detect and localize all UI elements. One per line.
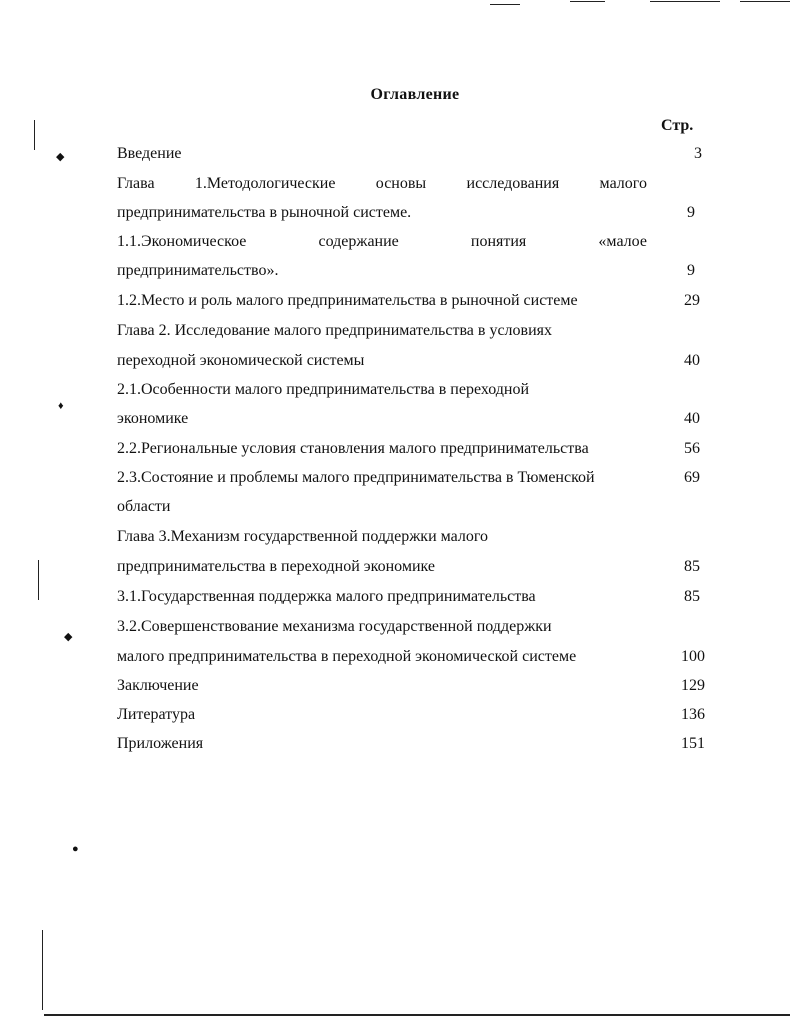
toc-page-number: 9 <box>687 262 695 279</box>
toc-entry <box>117 463 647 492</box>
toc-entry-word: малого <box>599 175 647 192</box>
scan-left-edge-3 <box>42 930 43 1010</box>
toc-page-number: 136 <box>681 706 705 723</box>
binding-hole-mark-1: ◆ <box>56 151 65 163</box>
toc-entry <box>117 729 647 758</box>
toc-entry-text: предпринимательства в переходной экономике <box>117 558 436 575</box>
toc-entry <box>117 671 647 700</box>
toc-entry-continuation <box>117 198 647 227</box>
scan-bottom-line <box>44 1014 790 1016</box>
toc-entry-text: 2.3.Состояние и проблемы малого предпринимательства в Тюменской <box>117 469 595 486</box>
toc-entry <box>117 582 647 611</box>
toc-entry-text: предпринимательства в рыночной системе. <box>117 204 412 221</box>
toc-page-number: 40 <box>684 410 700 427</box>
scan-left-edge-2 <box>38 560 39 600</box>
toc-entry-text: Приложения <box>117 735 204 752</box>
scan-top-line-2 <box>570 1 605 2</box>
toc-entry-word: «малое <box>598 233 647 250</box>
toc-entry-text: Глава 2. Исследование малого предпринимательства в условиях <box>117 322 553 339</box>
binding-hole-mark-4: ● <box>72 843 79 855</box>
toc-entry-word: исследования <box>466 175 560 192</box>
toc-entry-text: экономике <box>117 410 189 427</box>
toc-entry <box>117 286 647 315</box>
page-column-header: Стр. <box>661 117 694 134</box>
scan-top-line-1 <box>490 4 520 5</box>
toc-entry-text: 2.1.Особенности малого предпринимательства в переходной <box>117 381 530 398</box>
page-title: Оглавление <box>370 86 460 103</box>
toc-entry <box>117 169 647 198</box>
toc-entry-word: понятия <box>470 233 527 250</box>
scan-top-line-3 <box>650 1 720 2</box>
toc-entry-text: малого предпринимательства в переходной экономической системе <box>117 648 577 665</box>
toc-entry-continuation <box>117 492 647 521</box>
toc-entry <box>117 227 647 256</box>
toc-entry <box>117 375 647 404</box>
toc-entry <box>117 522 647 551</box>
toc-entry <box>117 434 647 463</box>
toc-page-number: 29 <box>684 292 700 309</box>
toc-entry-word: 1.1.Экономическое <box>117 233 247 250</box>
toc-entry-text: 3.1.Государственная поддержка малого предпринимательства <box>117 588 536 605</box>
toc-entry-text: 3.2.Совершенствование механизма государственной поддержки <box>117 618 552 635</box>
toc-page-number: 100 <box>681 648 705 665</box>
toc-entry-text: 1.2.Место и роль малого предпринимательства в рыночной системе <box>117 292 578 309</box>
toc-entry-text: области <box>117 498 171 515</box>
toc-page-number: 85 <box>684 588 700 605</box>
toc-page-number: 40 <box>684 352 700 369</box>
toc-entry-word: 1.Методологические <box>194 175 336 192</box>
toc-page-number: 9 <box>687 204 695 221</box>
toc-entry-continuation <box>117 404 647 433</box>
toc-entry-text: 2.2.Региональные условия становления малого предпринимательства <box>117 440 589 457</box>
toc-entry <box>117 612 647 641</box>
scan-left-edge <box>34 120 35 150</box>
toc-entry-continuation <box>117 552 647 581</box>
toc-entry <box>117 139 647 168</box>
scan-top-line-4 <box>740 1 790 2</box>
toc-page-number: 129 <box>681 677 705 694</box>
toc-entry-continuation <box>117 346 647 375</box>
toc-entry-text: Заключение <box>117 677 199 694</box>
toc-entry-text: Введение <box>117 145 182 162</box>
toc-page-number: 151 <box>681 735 705 752</box>
toc-entry-text: Глава 3.Механизм государственной поддержки малого <box>117 528 489 545</box>
binding-hole-mark-2: ♦ <box>58 400 64 412</box>
toc-entry <box>117 700 647 729</box>
toc-entry-continuation <box>117 256 647 285</box>
toc-entry-text: переходной экономической системы <box>117 352 365 369</box>
toc-page-number: 56 <box>684 440 700 457</box>
toc-page-number: 85 <box>684 558 700 575</box>
toc-page-number: 69 <box>684 469 700 486</box>
toc-entry-word: Глава <box>117 175 155 192</box>
toc-entry-text: предпринимательство». <box>117 262 279 279</box>
toc-entry-word: основы <box>375 175 427 192</box>
toc-page-number: 3 <box>694 145 702 162</box>
toc-entry-continuation <box>117 642 647 671</box>
toc-entry <box>117 316 647 345</box>
binding-hole-mark-3: ◆ <box>64 631 73 643</box>
toc-entry-text: Литература <box>117 706 196 723</box>
toc-entry-word: содержание <box>318 233 399 250</box>
